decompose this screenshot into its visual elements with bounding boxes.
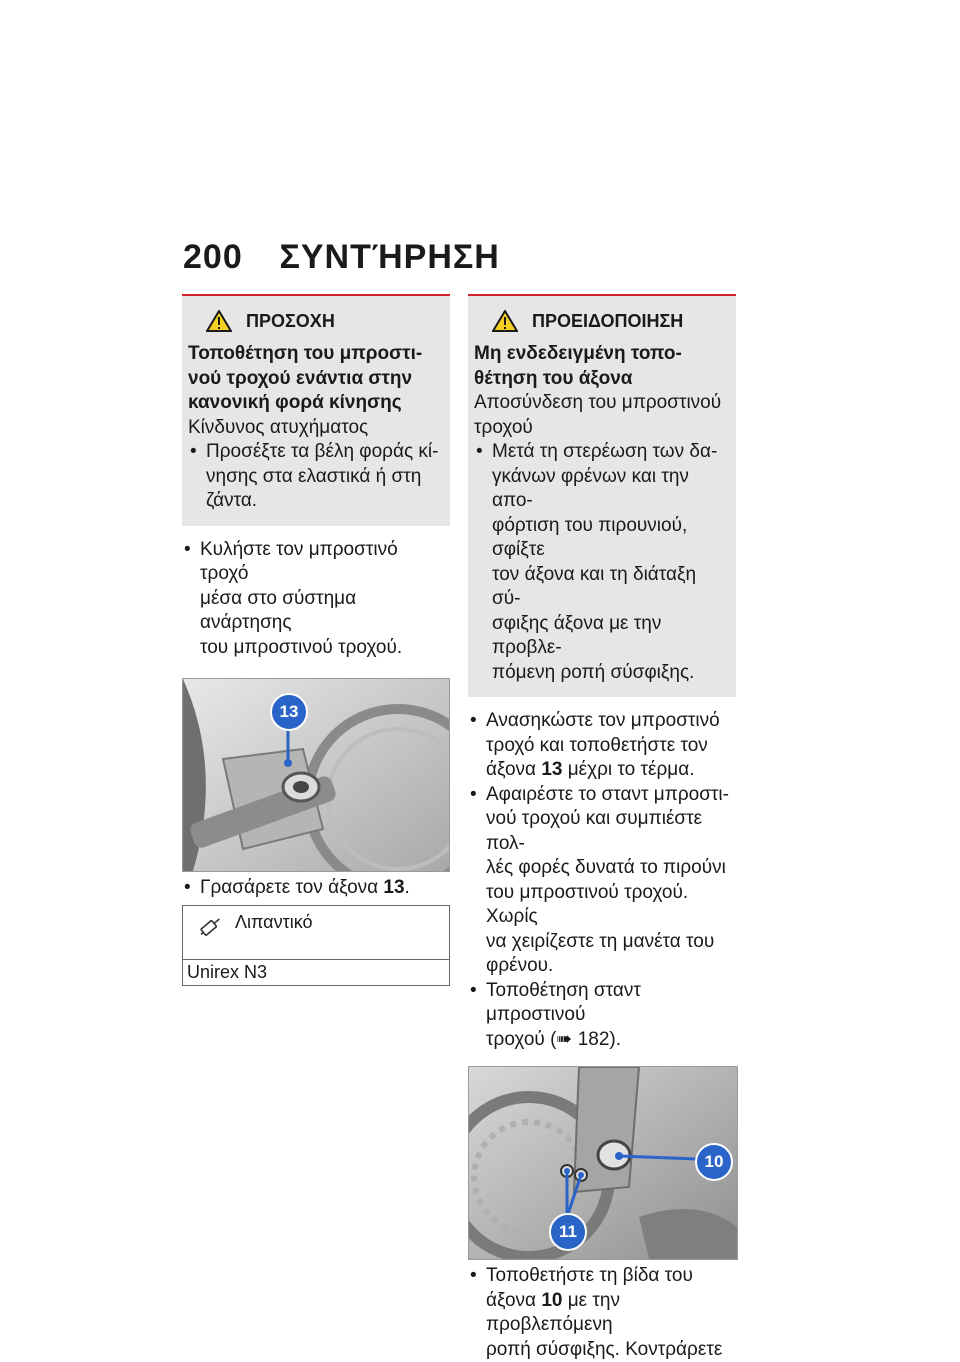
- warning-risk-line: τροχού: [474, 416, 533, 438]
- step-line: Κυλήστε τον μπροστινό τροχό: [200, 538, 398, 584]
- axle-photo-13: [182, 678, 450, 872]
- lubricant-table: [182, 905, 450, 986]
- callout-number: 13: [279, 702, 299, 721]
- step-line: Τοποθέτηση σταντ μπροστινού: [486, 979, 641, 1025]
- callout-13: [270, 693, 308, 731]
- lubricant-header: [183, 906, 449, 960]
- step-install-stand: [468, 979, 736, 1053]
- caution-heading-line: Τοποθέτηση του μπροστι-: [188, 343, 423, 364]
- step-text: μέχρι το τέρμα.: [562, 759, 695, 780]
- caution-bullet-line: νησης στα ελαστικά ή στη: [206, 465, 422, 487]
- step-line: λές φορές δυνατά το πιρούνι: [486, 857, 726, 878]
- callout-11: [549, 1213, 587, 1251]
- warning-bullet-line: Μετά τη στερέωση των δα-: [492, 441, 718, 462]
- step-line: [486, 758, 736, 783]
- caution-bullet-line: ζάντα.: [206, 490, 258, 511]
- bullet-dot-icon: •: [476, 441, 483, 462]
- page-reference-link[interactable]: 182: [577, 1028, 610, 1050]
- axle-photo-10-11: [468, 1066, 738, 1260]
- warning-triangle-icon: [492, 310, 518, 332]
- grease-gun-icon: [197, 912, 225, 940]
- warning-bullet-line: φόρτιση του πιρουνιού, σφίξτε: [492, 514, 688, 560]
- caution-title: [206, 310, 442, 332]
- caution-box: [182, 294, 450, 526]
- right-column: [468, 294, 736, 1362]
- step-ref: 13: [541, 759, 563, 780]
- step-line: [486, 1028, 736, 1053]
- warning-title: [492, 310, 728, 332]
- step-end: .: [404, 877, 410, 898]
- warning-bullet-line: πόμενη ροπή σύσφιξης.: [492, 661, 695, 683]
- step-line: νού τροχού και συμπιέστε πολ-: [486, 808, 703, 854]
- caution-heading-line: νού τροχού ενάντια στην: [188, 367, 413, 389]
- step-line: Τοποθετήστε τη βίδα του: [486, 1265, 693, 1286]
- lubricant-title: Λιπαντικό: [235, 911, 313, 932]
- step-text: άξονα: [486, 759, 542, 780]
- step-text: τροχού (: [486, 1028, 557, 1050]
- caution-heading-line: κανονική φορά κίνησης: [188, 392, 402, 413]
- caution-risk: Κίνδυνος ατυχήματος: [188, 416, 369, 438]
- warning-triangle-icon: [206, 310, 232, 332]
- caution-label: ΠΡΟΣΟΧΗ: [246, 310, 335, 331]
- callout-number: 10: [704, 1152, 724, 1171]
- step-line: φρένου.: [486, 955, 554, 976]
- step-text: ).: [609, 1028, 621, 1050]
- warning-bullet-line: τον άξονα και τη διάταξη σύ-: [492, 563, 697, 609]
- callout-10: [695, 1143, 733, 1181]
- step-line: Αφαιρέστε το σταντ μπροστι-: [486, 783, 729, 805]
- bullet-dot-icon: •: [470, 783, 477, 805]
- step-line: μέσα στο σύστημα ανάρτησης: [200, 587, 357, 633]
- step-lift-wheel: [468, 709, 736, 783]
- page-reference-arrow-icon: ➠: [556, 1028, 573, 1050]
- axle-photo-illustration: [183, 679, 449, 871]
- left-column: [182, 294, 450, 986]
- page-number: 200: [183, 238, 243, 276]
- lubricant-value: Unirex N3: [187, 961, 268, 982]
- warning-bullet-line: σφιξης άξονα με την προβλε-: [492, 612, 662, 658]
- step-line: ροπή σύσφιξης. Κοντράρετε: [486, 1338, 723, 1360]
- step-grease-axle: [182, 876, 450, 901]
- bullet-dot-icon: •: [184, 538, 191, 560]
- warning-risk-line: Αποσύνδεση του μπροστινού: [474, 392, 722, 413]
- step-line: του μπροστινού τροχού.: [200, 636, 403, 658]
- step-line: του μπροστινού τροχού. Χωρίς: [486, 881, 689, 927]
- bullet-dot-icon: •: [470, 1265, 477, 1286]
- bullet-dot-icon: •: [470, 979, 477, 1001]
- callout-number: 11: [559, 1222, 577, 1241]
- warning-text: [474, 342, 728, 685]
- page-header: [183, 238, 500, 277]
- step-install-bolt: [468, 1264, 736, 1362]
- page-title: ΣΥΝΤΉΡΗΣΗ: [279, 238, 500, 276]
- warning-bullet: [474, 440, 728, 685]
- warning-bullet-line: γκάνων φρένων και την απο-: [492, 465, 689, 511]
- warning-box: [468, 294, 736, 697]
- caution-bullet: [188, 440, 442, 514]
- bullet-dot-icon: •: [184, 877, 191, 898]
- step-ref: 10: [541, 1289, 563, 1311]
- step-text: Γρασάρετε τον άξονα: [200, 877, 384, 898]
- caution-bullet-line: Προσέξτε τα βέλη φοράς κί-: [206, 441, 439, 462]
- bullet-dot-icon: •: [470, 710, 477, 731]
- step-ref: 13: [383, 877, 405, 898]
- step-line: τροχό και τοποθετήστε τον: [486, 734, 708, 756]
- bullet-dot-icon: •: [190, 441, 197, 462]
- step-remove-stand: [468, 783, 736, 979]
- warning-label: ΠΡΟΕΙΔΟΠΟΙΗΣΗ: [532, 310, 684, 331]
- step-roll-wheel: [182, 538, 450, 661]
- warning-heading-line: Μη ενδεδειγμένη τοπο-: [474, 343, 682, 364]
- step-text: άξονα: [486, 1289, 542, 1311]
- step-line: [486, 1289, 736, 1338]
- step-text: με την προβλεπόμενη: [486, 1289, 621, 1335]
- caution-text: [188, 342, 442, 514]
- step-line: Ανασηκώστε τον μπροστινό: [486, 710, 720, 731]
- step-line: να χειρίζεστε τη μανέτα του: [486, 930, 715, 952]
- warning-heading-line: θέτηση του άξονα: [474, 367, 633, 389]
